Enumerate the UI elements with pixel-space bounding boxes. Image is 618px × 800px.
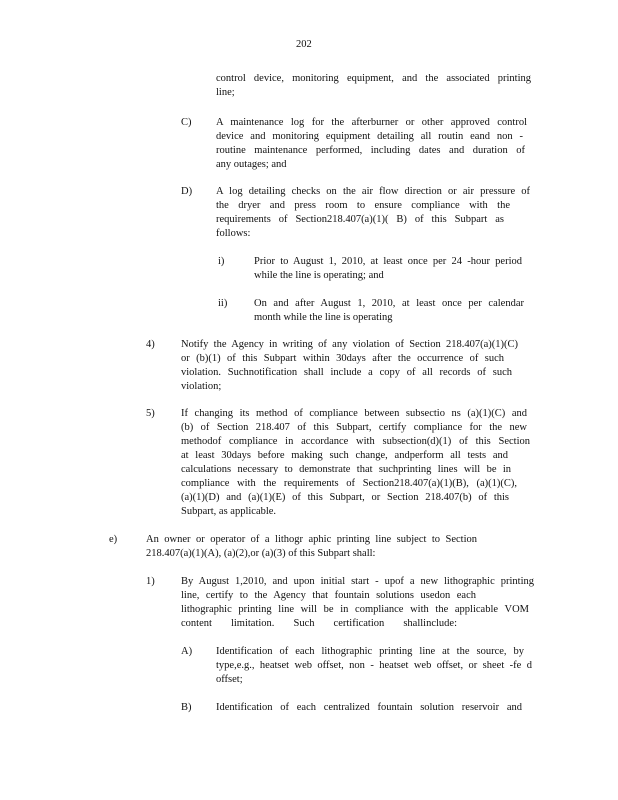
text-line: Notify the Agency in writing of any violation of Section 218.407(a)(1)(C) bbox=[181, 339, 518, 350]
text-line: or (b)(1) of this Subpart within 30days after the occurrence of such bbox=[181, 353, 504, 364]
text-line: routine maintenance performed, including dates and duration of bbox=[216, 145, 525, 156]
text-line: requirements of Section218.407(a)(1)( B) of this Subpart as bbox=[216, 214, 504, 225]
item-label: C) bbox=[181, 117, 192, 128]
text-line: If changing its method of compliance between subsectio ns (a)(1)(C) and bbox=[181, 408, 527, 419]
item-label: i) bbox=[218, 256, 225, 267]
text-line: A log detailing checks on the air flow direction or air pressure of bbox=[216, 186, 530, 197]
text-line: while the line is operating; and bbox=[254, 270, 384, 281]
text-line: lithographic printing line will be in compliance with the applicable VOM bbox=[181, 604, 529, 615]
text-line: A maintenance log for the afterburner or other approved control bbox=[216, 117, 527, 128]
text-line: line; bbox=[216, 87, 235, 98]
item-label: ii) bbox=[218, 298, 228, 309]
text-line: at least 30days before making such change, andperform all tests and bbox=[181, 450, 508, 461]
text-line: device and monitoring equipment detailing all routin eand non - bbox=[216, 131, 523, 142]
text-line: Prior to August 1, 2010, at least once per 24 -hour period bbox=[254, 256, 522, 267]
text-line: methodof compliance in accordance with subsection(d)(1) of this Section bbox=[181, 436, 530, 447]
text-line: month while the line is operating bbox=[254, 312, 393, 323]
text-line: By August 1,2010, and upon initial start - upof a new lithographic printing bbox=[181, 576, 534, 587]
text-line: 218.407(a)(1)(A), (a)(2),or (a)(3) of this Subpart shall: bbox=[146, 548, 376, 559]
item-label: B) bbox=[181, 702, 192, 713]
text-line: Identification of each centralized fountain solution reservoir and bbox=[216, 702, 522, 713]
item-label: 1) bbox=[146, 576, 155, 587]
text-line: calculations necessary to demonstrate that suchprinting lines will be in bbox=[181, 464, 511, 475]
page-number: 202 bbox=[296, 39, 312, 50]
text-line: violation; bbox=[181, 381, 222, 392]
text-line: compliance with the requirements of Section218.407(a)(1)(B), (a)(1)(C), bbox=[181, 478, 517, 489]
text-line: type,e.g., heatset web offset, non - heatset web offset, or sheet -fe d bbox=[216, 660, 532, 671]
text-line: content limitation. Such certification shallinclude: bbox=[181, 618, 457, 629]
text-line: Subpart, as applicable. bbox=[181, 506, 277, 517]
item-label: e) bbox=[109, 534, 118, 545]
text-line: control device, monitoring equipment, and the associated printing bbox=[216, 73, 531, 84]
text-line: follows: bbox=[216, 228, 251, 239]
item-label: 4) bbox=[146, 339, 155, 350]
text-line: any outages; and bbox=[216, 159, 287, 170]
text-line: line, certify to the Agency that fountain solutions usedon each bbox=[181, 590, 476, 601]
text-line: On and after August 1, 2010, at least once per calendar bbox=[254, 298, 524, 309]
text-line: (b) of Section 218.407 of this Subpart, certify compliance for the new bbox=[181, 422, 527, 433]
item-label: 5) bbox=[146, 408, 155, 419]
item-label: D) bbox=[181, 186, 193, 197]
text-line: offset; bbox=[216, 674, 243, 685]
item-label: A) bbox=[181, 646, 193, 657]
text-line: (a)(1)(D) and (a)(1)(E) of this Subpart, or Section 218.407(b) of this bbox=[181, 492, 509, 503]
text-line: violation. Suchnotification shall include a copy of all records of such bbox=[181, 367, 512, 378]
text-line: Identification of each lithographic printing line at the source, by bbox=[216, 646, 524, 657]
text-line: the dryer and press room to ensure compliance with the bbox=[216, 200, 510, 211]
text-line: An owner or operator of a lithogr aphic printing line subject to Section bbox=[146, 534, 477, 545]
